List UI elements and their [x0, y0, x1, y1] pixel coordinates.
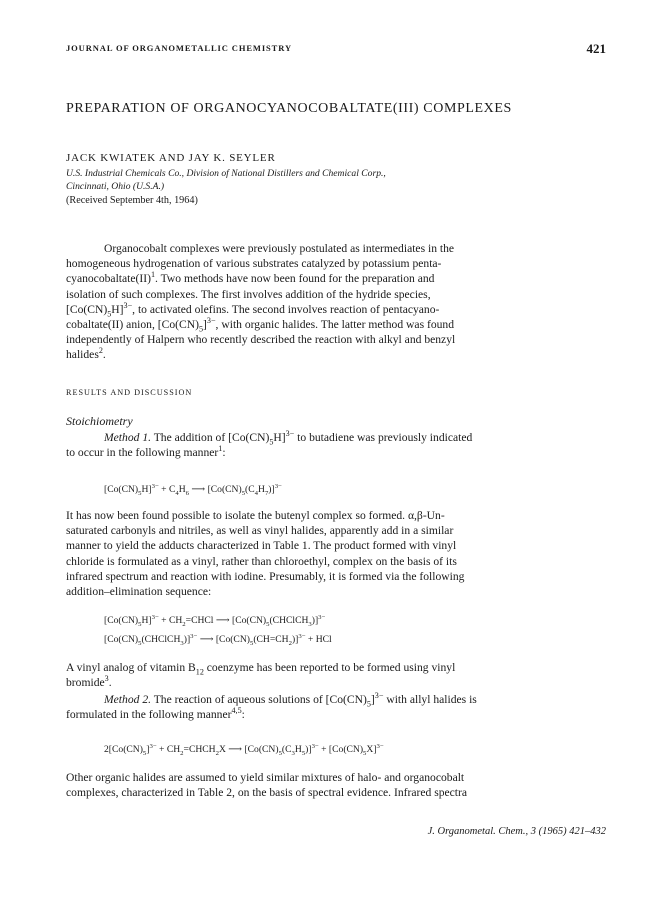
equation-2: $[Co(CN)_5H]^{3-}$ + $CH_2=CHCl$ ⟶ $[Co(CN)_5(CHClCH_3)]^{3-}$ [104, 613, 326, 628]
equation-4: $2[Co(CN)_5]^{3-}$ + $CH_2=CHCH_2X$ ⟶ $[Co(CN)_5(C_3H_5)]^{3-} + [Co(CN)_5X]^{3-}$ [104, 742, 384, 757]
section-heading: RESULTS AND DISCUSSION [66, 388, 193, 397]
affiliation-line: U.S. Industrial Chemicals Co., Division of National Distillers and Chemical Corp., [66, 168, 386, 179]
subsection-heading: Stoichiometry [66, 414, 133, 428]
page-number: 421 [586, 41, 606, 56]
intro-paragraph: Organocobalt complexes were previously postulated as intermediates in the homogeneous hydrogenation of various substrates catalyzed by potassium penta- cyanocobaltate(II)$^1$. Two methods have now been found for the preparation and isolation of such complexes. The first involves addition of the hydride species, $[Co(CN)_5H]^{3-}$, to activated olefins. The second involves reaction of pentacyano- cobaltate(II) anion, $[Co(CN)_5]^{3-}$, with organic halides. The latter method was found independently of Halpern who recently described the reaction with alkyl and benzyl halides$^2$. [66, 242, 456, 362]
received-date: (Received September 4th, 1964) [66, 195, 198, 206]
body-paragraph: Other organic halides are assumed to yield similar mixtures of halo- and organocobalt complexes, characterized in Table 2, on the basis of spectral evidence. Infrared spectra [66, 771, 468, 800]
body-paragraph: A vinyl analog of vitamin $B_{12}$ coenzyme has been reported to be formed using vinyl bromide$^3$. [66, 661, 456, 690]
body-paragraph: It has now been found possible to isolate the butenyl complex so formed. α,β-Un- saturated carbonyls and nitriles, as well as vinyl halides, apparently add in a similar manner to yield the adducts characterized in Table 1. The product formed with vinyl chloride is formulated as a vinyl, rather than chloroethyl, complex on the basis of its infrared spectrum and reaction with iodine. Presumably, it is formed via the following addition–elimination sequence: [66, 509, 465, 599]
article-title: PREPARATION OF ORGANOCYANOCOBALTATE(III) COMPLEXES [66, 101, 512, 116]
running-head: JOURNAL OF ORGANOMETALLIC CHEMISTRY [66, 43, 293, 53]
affiliation-line: Cincinnati, Ohio (U.S.A.) [66, 181, 165, 192]
footer-citation: J. Organometal. Chem., 3 (1965) 421–432 [427, 826, 606, 837]
author-list: JACK KWIATEK AND JAY K. SEYLER [66, 152, 276, 164]
equation-1: $[Co(CN)_5H]^{3-} + C_4H_6$ ⟶ $[Co(CN)_5(C_4H_7)]^{3-}$ [104, 482, 282, 497]
method-2-paragraph: Method 2. The reaction of aqueous solutions of $[Co(CN)_5]^{3-}$ with allyl halides is formulated in the following manner$^{4,5}$: [66, 691, 477, 722]
equation-3: $[Co(CN)_5(CHClCH_3)]^{3-}$ ⟶ $[Co(CN)_5(CH=CH_2)]^{3-}$ + HCl [104, 632, 332, 647]
method-1-paragraph: Method 1. The addition of $[Co(CN)_5H]^{3-}$ to butadiene was previously indicated to occur in the following manner$^1$: [66, 429, 473, 460]
